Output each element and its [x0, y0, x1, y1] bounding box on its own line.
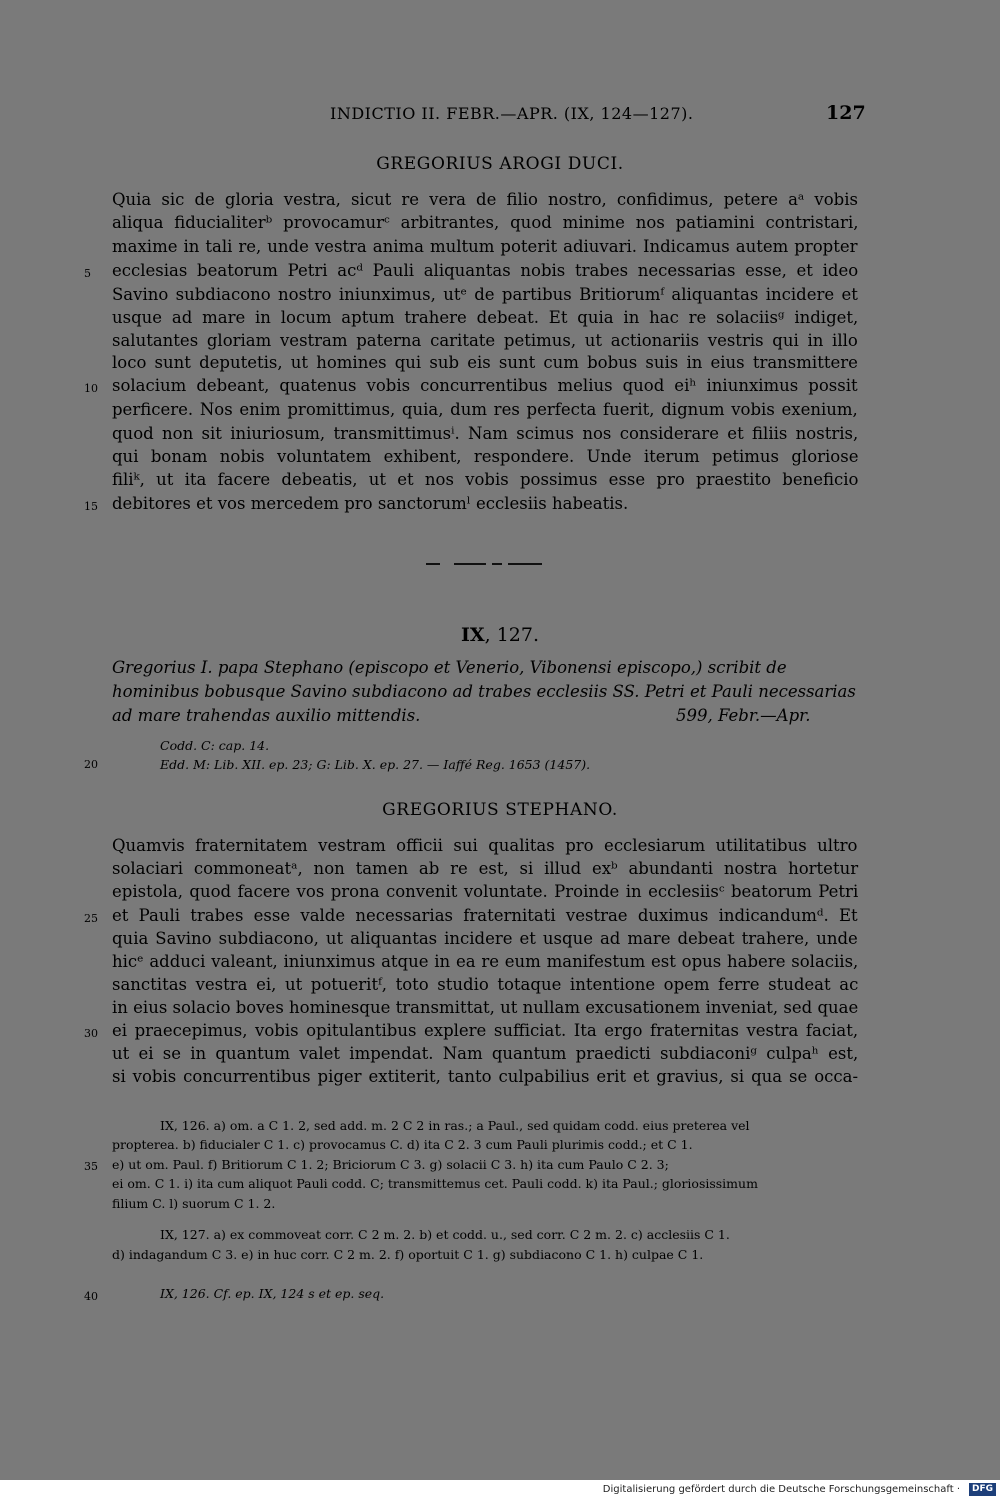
page-number: 127	[826, 102, 866, 124]
footnote-line: IX, 126. Cf. ep. IX, 124 s et ep. seq.	[160, 1286, 385, 1301]
section-divider	[426, 563, 542, 565]
text-line: sanctitas vestra ei, ut potueritᶠ, toto studio totaque intentione opem ferre studeat ac	[112, 975, 859, 994]
line-number: 20	[84, 758, 98, 771]
epistle-number: IX, 127.	[460, 624, 540, 646]
codices-line: Codd. C: cap. 14.	[160, 738, 270, 753]
footnote-line: e) ut om. Paul. f) Britiorum C 1. 2; Briciorum C 3. g) solacii C 3. h) ita cum Paulo C 2. 3;	[112, 1157, 669, 1172]
summary-line: Gregorius I. papa Stephano (episcopo et Venerio, Vibonensi episcopo,) scribit de	[112, 658, 787, 677]
summary-line: ad mare trahendas auxilio mittendis.	[112, 706, 421, 725]
text-line: ecclesias beatorum Petri acᵈ Pauli aliquantas nobis trabes necessarias esse, et ideo	[112, 261, 859, 280]
line-number: 5	[84, 267, 91, 280]
text-line: hicᵉ adduci valeant, iniunximus atque in ea re eum manifestum est opus habere solaciis,	[112, 952, 859, 971]
text-line: salutantes gloriam vestram paterna caritate petimus, ut actionariis vestris qui in illo	[112, 331, 858, 350]
running-head: INDICTIO II. FEBR.—APR. (IX, 124—127).	[330, 104, 694, 123]
footnote-line: propterea. b) fiducialer C 1. c) provocamus C. d) ita C 2. 3 cum Pauli plurimis codd.; et C 1.	[112, 1137, 693, 1152]
text-line: quia Savino subdiacono, ut aliquantas incidere et usque ad mare debeat trahere, unde	[112, 929, 858, 948]
line-number: 25	[84, 912, 98, 925]
line-number: 10	[84, 382, 98, 395]
text-line: debitores et vos mercedem pro sanctorumˡ ecclesiis habeatis.	[112, 494, 629, 513]
line-number: 35	[84, 1160, 98, 1173]
dfg-logo: DFG	[969, 1483, 996, 1496]
editions-line: Edd. M: Lib. XII. ep. 23; G: Lib. X. ep. 27. — Iaffé Reg. 1653 (1457).	[160, 757, 591, 772]
text-line: Quia sic de gloria vestra, sicut re vera de filio nostro, confidimus, petere aᵃ vobis	[112, 190, 858, 209]
footnote-line: d) indagandum C 3. e) in huc corr. C 2 m. 2. f) oportuit C 1. g) subdiacono C 1. h) culpae C 1.	[112, 1247, 704, 1262]
footer-bar	[0, 1480, 1000, 1500]
text-line: Quamvis fraternitatem vestram officii sui qualitas pro ecclesiarum utilitatibus ultro	[112, 836, 858, 855]
text-line: usque ad mare in locum aptum trahere debeat. Et quia in hac re solaciisᵍ indiget,	[112, 308, 859, 327]
text-line: Savino subdiacono nostro iniunximus, utᵉ de partibus Britiorumᶠ aliquantas incidere et	[112, 285, 858, 304]
line-number: 30	[84, 1027, 98, 1040]
footnote-line: IX, 127. a) ex commoveat corr. C 2 m. 2. b) et codd. u., sed corr. C 2 m. 2. c) acclesiis C 1.	[160, 1227, 730, 1242]
text-line: in eius solacio boves hominesque transmittat, ut nullam excusationem inveniat, sed quae	[112, 998, 859, 1017]
text-line: filiᵏ, ut ita facere debeatis, ut et nos vobis possimus esse pro praestito beneficio	[112, 470, 859, 489]
line-number: 15	[84, 500, 98, 513]
letter1-heading: GREGORIUS AROGI DUCI.	[376, 154, 624, 174]
text-line: ut ei se in quantum valet impendat. Nam quantum praedicti subdiaconiᵍ culpaʰ est,	[112, 1044, 859, 1063]
epistle-date: 599, Febr.—Apr.	[676, 706, 811, 725]
footnote-line: filium C. l) suorum C 1. 2.	[112, 1196, 276, 1211]
text-line: aliqua fiducialiterᵇ provocamurᶜ arbitrantes, quod minime nos patiamini contristari,	[112, 213, 859, 232]
text-line: solaciari commoneatᵃ, non tamen ab re est, si illud exᵇ abundanti nostra hortetur	[112, 859, 859, 878]
text-line: epistola, quod facere vos prona convenit voluntate. Proinde in ecclesiisᶜ beatorum Petri	[112, 882, 859, 901]
footnote-line: IX, 126. a) om. a C 1. 2, sed add. m. 2 C 2 in ras.; a Paul., sed quidam codd. eius preterea vel	[160, 1118, 750, 1133]
text-line: et Pauli trabes esse valde necessarias fraternitati vestrae duximus indicandumᵈ. Et	[112, 906, 858, 925]
footnote-line: ei om. C 1. i) ita cum aliquot Pauli codd. C; transmittemus cet. Pauli codd. k) ita Paul.; gloriosissimum	[112, 1176, 758, 1191]
text-line: perficere. Nos enim promittimus, quia, dum res perfecta fuerit, dignum vobis exenium,	[112, 400, 858, 419]
funding-credit: Digitalisierung gefördert durch die Deutsche Forschungsgemeinschaft ·	[602, 1484, 960, 1495]
text-line: qui bonam nobis voluntatem exhibent, respondere. Unde iterum petimus gloriose	[112, 447, 859, 466]
text-line: solacium debeant, quatenus vobis concurrentibus melius quod eiʰ iniunximus possit	[112, 376, 858, 395]
summary-line: hominibus bobusque Savino subdiacono ad trabes ecclesiis SS. Petri et Pauli necessarias	[112, 682, 856, 701]
letter2-heading: GREGORIUS STEPHANO.	[382, 800, 618, 820]
line-number: 40	[84, 1290, 98, 1303]
text-line: si vobis concurrentibus piger extiterit, tanto culpabilius erit et gravius, si qua se occa-	[112, 1067, 859, 1086]
text-line: maxime in tali re, unde vestra anima multum poterit adiuvari. Indicamus autem propter	[112, 237, 858, 256]
text-line: quod non sit iniuriosum, transmittimusⁱ. Nam scimus nos considerare et filiis nostris,	[112, 424, 859, 443]
text-line: loco sunt deputetis, ut homines qui sub eis sunt cum bobus suis in eius transmittere	[112, 353, 858, 372]
text-line: ei praecepimus, vobis opitulantibus explere sufficiat. Ita ergo fraternitas vestra faciat,	[112, 1021, 859, 1040]
